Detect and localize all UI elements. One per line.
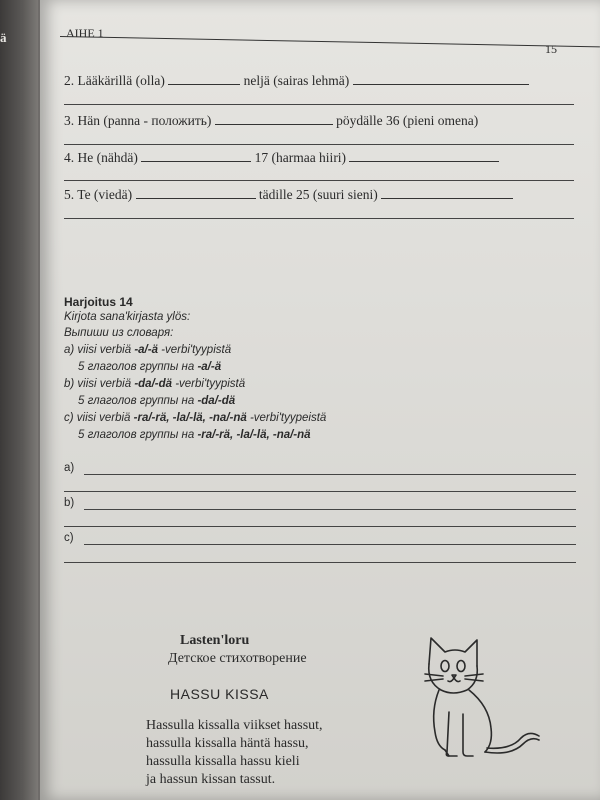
- writing-line[interactable]: [64, 218, 574, 219]
- exercise-3: [64, 112, 594, 129]
- answer-line-b[interactable]: [84, 509, 576, 510]
- answer-blank[interactable]: [349, 149, 499, 162]
- task-c: [64, 412, 326, 424]
- writing-line[interactable]: [64, 180, 574, 181]
- exercise-prompt: tädille 25 (suuri sieni): [258, 187, 378, 202]
- poem-name: HASSU KISSA: [170, 686, 269, 702]
- exercise-number: 4.: [64, 150, 75, 165]
- task-c-ru-text: 5 глаголов группы на: [78, 429, 198, 441]
- book-spine: [0, 0, 38, 800]
- task-a-ru-ending: -a/-ä: [197, 361, 222, 373]
- exercise-number: 3.: [64, 113, 75, 128]
- exercise-prompt: 17 (harmaa hiiri): [254, 150, 347, 165]
- task-a-ending: -a/-ä: [134, 344, 158, 356]
- task-b-suffix: -verbi'tyypistä: [172, 378, 246, 390]
- task-b-text: b) viisi verbiä: [64, 378, 135, 390]
- page-number: 15: [545, 42, 557, 56]
- poem-title: Lasten'loru: [180, 633, 250, 648]
- writing-line[interactable]: [64, 562, 576, 563]
- section-header: AIHE 1: [66, 26, 104, 40]
- exercise-prompt: He (nähdä): [77, 150, 138, 165]
- cat-drawing-icon: [415, 628, 555, 768]
- workbook-page: [40, 0, 600, 800]
- answer-blank[interactable]: [381, 186, 513, 199]
- task-b-ending: -da/-dä: [134, 378, 173, 390]
- exercise-4: [64, 149, 594, 166]
- answer-blank[interactable]: [215, 112, 333, 125]
- task-b-ru-text: 5 глаголов группы на: [78, 395, 198, 407]
- exercise-number: 5.: [64, 187, 75, 202]
- task-a-ru-text: 5 глаголов группы на: [78, 361, 198, 373]
- exercise-prompt: Lääkärillä (olla): [77, 73, 165, 88]
- exercise-5: [64, 186, 594, 203]
- task-b-ru-ending: -da/-dä: [197, 395, 236, 407]
- exercise-prompt: Te (viedä): [77, 187, 133, 202]
- task-a-text: a) viisi verbiä: [64, 344, 135, 356]
- answer-label-c: c): [64, 532, 74, 544]
- task-c-ending: -ra/-rä, -la/-lä, -na/-nä: [133, 412, 247, 424]
- writing-line[interactable]: [64, 491, 576, 492]
- answer-blank[interactable]: [168, 72, 240, 85]
- answer-blank[interactable]: [141, 149, 251, 162]
- task-a-suffix: -verbi'tyypistä: [157, 344, 232, 356]
- poem-line: hassulla kissalla hassu kieli: [146, 754, 300, 769]
- exercise-prompt: pöydälle 36 (pieni omena): [336, 113, 479, 128]
- exercise-2: [64, 72, 594, 89]
- task-c-text: c) viisi verbiä: [64, 412, 134, 424]
- writing-line[interactable]: [64, 144, 574, 145]
- poem-line: Hassulla kissalla viikset hassut,: [146, 718, 323, 733]
- writing-line[interactable]: [64, 526, 576, 527]
- spine-text: ä: [0, 30, 7, 45]
- exercise-number: 2.: [64, 73, 75, 88]
- answer-blank[interactable]: [353, 72, 529, 85]
- answer-label-a: a): [64, 462, 75, 474]
- answer-blank[interactable]: [136, 186, 256, 199]
- exercise-prompt: Hän (panna - положить): [77, 113, 212, 128]
- exercise-14-title: Harjoitus 14: [64, 295, 133, 309]
- answer-line-c[interactable]: [84, 544, 576, 545]
- answer-label-b: b): [64, 497, 75, 509]
- writing-line[interactable]: [64, 104, 574, 105]
- task-c-suffix: -verbi'tyypeistä: [246, 412, 327, 424]
- poem-subtitle: Детское стихотворение: [168, 651, 307, 666]
- task-c-ru: [78, 429, 311, 441]
- poem-line: hassulla kissalla häntä hassu,: [146, 736, 309, 751]
- header-rule: [60, 36, 600, 47]
- task-b: [64, 378, 245, 390]
- task-b-ru: [78, 395, 235, 407]
- answer-line-a[interactable]: [84, 474, 576, 475]
- poem-line: ja hassun kissan tassut.: [146, 772, 276, 787]
- task-instruction-fi: Kirjota sana'kirjasta ylös:: [64, 311, 191, 323]
- task-a-ru: [78, 361, 221, 373]
- task-c-ru-ending: -ra/-rä, -la/-lä, -na/-nä: [197, 429, 311, 441]
- task-instruction-ru: Выпиши из словаря:: [64, 327, 174, 339]
- task-a: [64, 344, 231, 356]
- exercise-prompt: neljä (sairas lehmä): [243, 73, 350, 88]
